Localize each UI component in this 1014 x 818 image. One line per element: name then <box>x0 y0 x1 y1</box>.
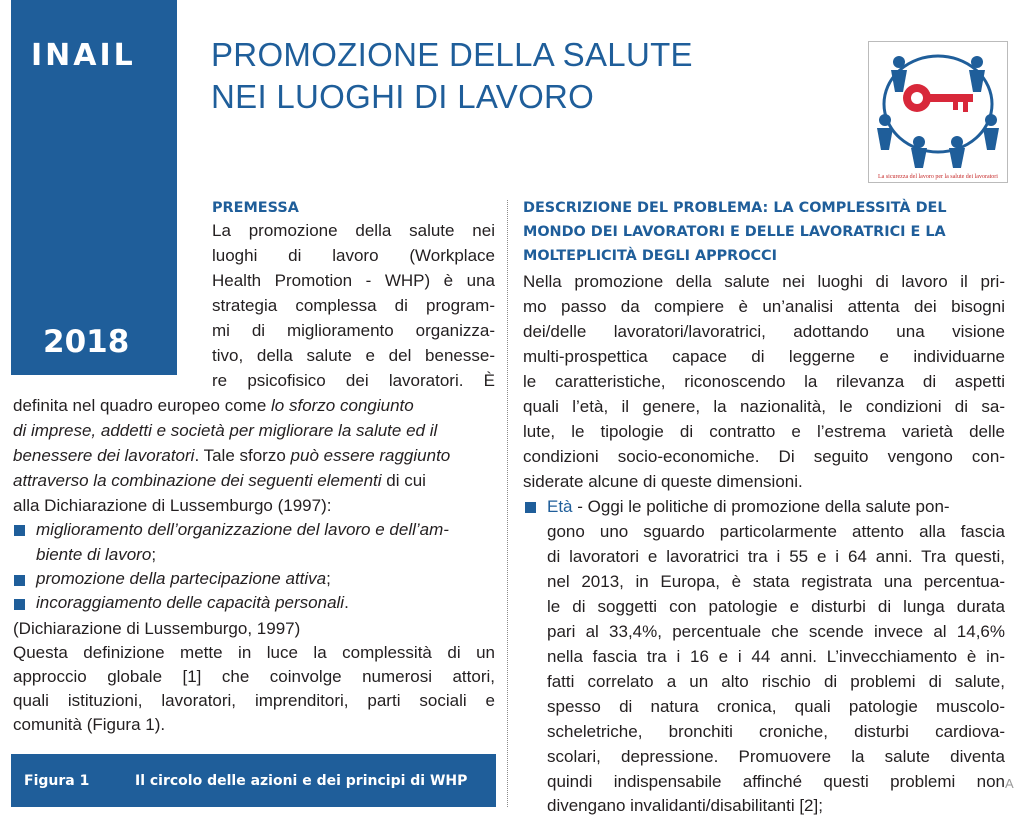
closing-line: comunità (Figura 1). <box>13 715 166 734</box>
bullet-square-icon <box>14 575 25 586</box>
bullet-item <box>36 543 156 567</box>
bullet-line: di lavoratori e lavoratrici tra i 55 e i 64 anni. Tra questi, <box>547 547 1005 566</box>
definition-line <box>13 444 450 468</box>
definition-line <box>13 469 426 493</box>
definition-italic: benessere dei lavoratori <box>13 446 195 465</box>
bullet-line: nella fascia tra i 16 e i 44 anni. L’invecchiamento è in- <box>547 647 1005 666</box>
body-line: le caratteristiche, riconoscendo la rilevanza di aspetti <box>523 372 1005 391</box>
bullet-first-line <box>547 495 1005 519</box>
bullet-item <box>36 567 331 591</box>
intro-line: luoghi di lavoro (Workplace <box>212 246 495 265</box>
bullet-term: Età <box>547 497 573 516</box>
definition-text: definita nel quadro europeo come <box>13 396 272 415</box>
intro-line: mi di miglioramento organizza- <box>212 321 495 340</box>
intro-line: strategia complessa di program- <box>212 296 495 315</box>
definition-italic: può essere raggiunto <box>290 446 451 465</box>
figure-caption-bar <box>11 754 496 807</box>
body-line: siderate alcune di queste dimensioni. <box>523 472 803 491</box>
bullet-square-icon <box>14 525 25 536</box>
bullet-suffix: ; <box>326 569 331 588</box>
bullet-item <box>36 518 449 542</box>
bullet-suffix: . <box>344 593 349 612</box>
figure-label: Figura 1 <box>24 773 90 789</box>
section-heading-premessa: PREMESSA <box>212 200 299 216</box>
page-title <box>211 34 831 118</box>
sidebar-band <box>11 0 177 375</box>
intro-line: re psicofisico dei lavoratori. È <box>212 371 495 390</box>
bullet-suffix: ; <box>151 545 157 564</box>
body-line: multi-prospettica capace di leggerne e individuarne <box>523 347 1005 366</box>
bullet-line: scolari, depressione. Promuovere la salute diventa <box>547 747 1005 766</box>
emblem-caption: La sicurezza del lavoro per la salute dei lavoratori <box>878 174 998 180</box>
bullet-text: - Oggi le politiche di promozione della salute pon- <box>572 497 950 516</box>
bullet-line: gono uno sguardo particolarmente attento alla fascia <box>547 522 1005 541</box>
bullet-text: incoraggiamento delle capacità personali <box>36 593 345 612</box>
title-line-1: PROMOZIONE DELLA SALUTE <box>211 36 693 73</box>
inail-logo: INAIL <box>31 38 136 73</box>
body-line: mo passo da compiere è un’analisi attenta dei bisogni <box>523 297 1005 316</box>
definition-text: di cui <box>381 471 426 490</box>
body-line: lute, le tipologie di contratto e l’estrema varietà delle <box>523 422 1005 441</box>
section-heading-line: DESCRIZIONE DEL PROBLEMA: LA COMPLESSITÀ DEL <box>523 200 947 216</box>
title-line-2: NEI LUOGHI DI LAVORO <box>211 78 595 115</box>
bullet-text: promozione della partecipazione attiva <box>36 569 327 588</box>
bullet-line: quindi indispensabile affinché questi problemi non <box>547 772 1005 791</box>
intro-line: Health Promotion - WHP) è una <box>212 271 495 290</box>
bullet-square-icon <box>14 599 25 610</box>
bullet-item <box>36 591 349 615</box>
body-line: condizioni socio-economiche. Di seguito vengono con- <box>523 447 1005 466</box>
definition-italic: di imprese, addetti e società per migliorare la salute ed il <box>13 421 438 440</box>
definition-text: . Tale sforzo <box>194 446 291 465</box>
bullet-line: spesso di natura cronica, quali patologie muscolo- <box>547 697 1005 716</box>
bullet-square-icon <box>525 502 536 513</box>
bullet-line: pari al 33,4%, percentuale che scende invece al 14,6% <box>547 622 1005 641</box>
intro-line: La promozione della salute nei <box>212 221 495 240</box>
definition-line <box>13 394 495 418</box>
column-divider <box>507 200 508 807</box>
definition-line <box>13 419 437 443</box>
bullet-line: le di soggetti con patologie e disturbi di lunga durata <box>547 597 1005 616</box>
definition-italic: attraverso la combinazione dei seguenti elementi <box>13 471 382 490</box>
closing-line: quali istituzioni, lavoratori, imprenditori, parti sociali e <box>13 691 495 710</box>
body-line: quali l’età, il genere, la nazionalità, le condizioni di sa- <box>523 397 1005 416</box>
closing-line: approccio globale [1] che coinvolge numerosi attori, <box>13 667 495 686</box>
body-line: Nella promozione della salute nei luoghi di lavoro il pri- <box>523 272 1005 291</box>
edge-letter: A <box>1005 776 1014 791</box>
emblem-graphic <box>869 42 1007 172</box>
bullet-line: fatti correlato a un alto rischio di problemi di salute, <box>547 672 1005 691</box>
body-line: dei/delle lavoratori/lavoratrici, adottando una visione <box>523 322 1005 341</box>
section-heading-line: MOLTEPLICITÀ DEGLI APPROCCI <box>523 248 777 264</box>
bullet-line: divengano invalidanti/disabilitanti [2]; <box>547 796 823 815</box>
section-heading-line: MONDO DEI LAVORATORI E DELLE LAVORATRICI E LA <box>523 224 946 240</box>
definition-italic: lo sforzo congiunto <box>271 396 414 415</box>
health-promotion-emblem <box>868 41 1008 183</box>
bullet-text: miglioramento dell’organizzazione del lavoro e dell’am- <box>36 520 449 539</box>
citation: (Dichiarazione di Lussemburgo, 1997) <box>13 619 301 638</box>
figure-title: Il circolo delle azioni e dei principi di WHP <box>135 773 468 789</box>
bullet-line: scheletriche, bronchiti croniche, disturbi cardiova- <box>547 722 1005 741</box>
bullet-line: nel 2013, in Europa, è stata registrata una percentua- <box>547 572 1005 591</box>
closing-line: Questa definizione mette in luce la complessità di un <box>13 643 495 662</box>
year-label: 2018 <box>43 324 130 360</box>
declaration-line: alla Dichiarazione di Lussemburgo (1997): <box>13 496 332 515</box>
intro-line: tivo, della salute e del benesse- <box>212 346 495 365</box>
bullet-text: biente di lavoro <box>36 545 152 564</box>
